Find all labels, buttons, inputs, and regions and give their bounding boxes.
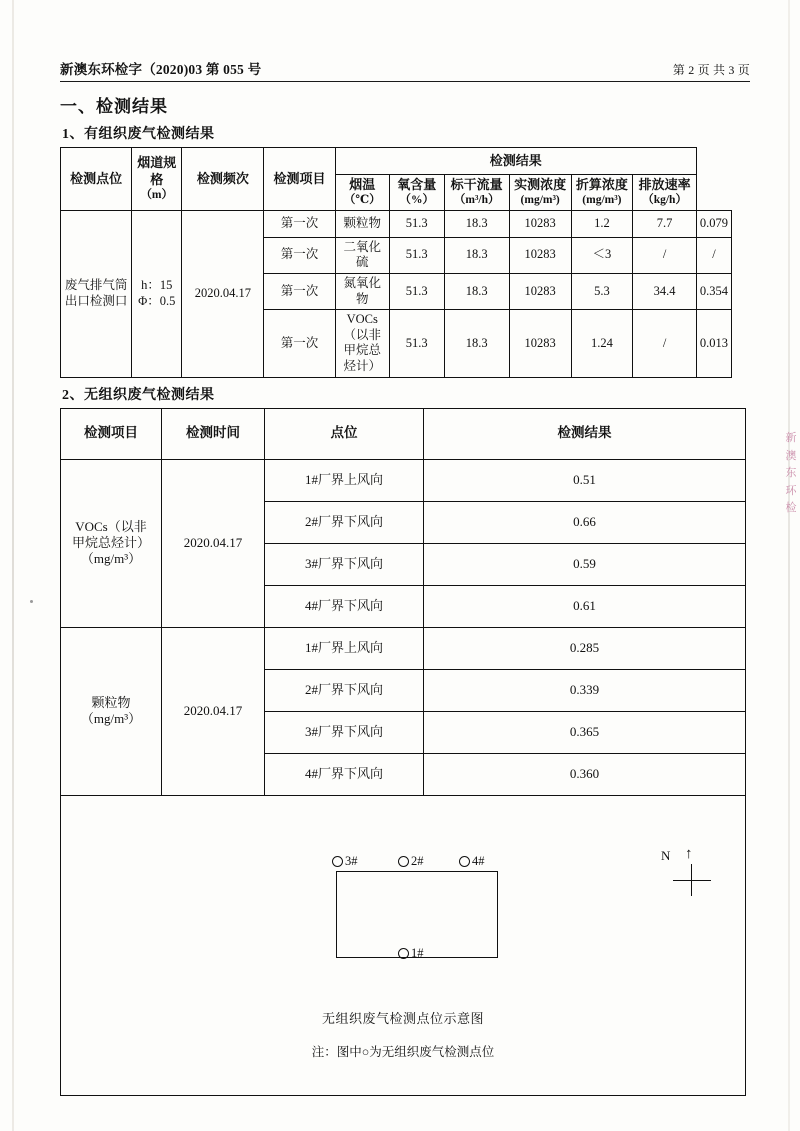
- col-point: 点位: [265, 408, 424, 459]
- item-line-2: 甲烷总烃计）: [71, 535, 150, 550]
- cell-point: 3#厂界下风向: [265, 711, 424, 753]
- cell-date: 2020.04.17: [182, 210, 264, 377]
- cell-point-name: [61, 210, 132, 377]
- cell-time-group-2: 2020.04.17: [162, 627, 265, 795]
- table-row: [61, 459, 746, 501]
- col-time: 检测时间: [162, 408, 265, 459]
- cell-frequency: 第一次: [264, 273, 335, 309]
- col-point: 检测点位: [61, 148, 132, 211]
- cell-result: 0.59: [424, 543, 746, 585]
- item-line-1: VOCs（以非: [343, 312, 381, 342]
- section-title: 一、检测结果: [60, 97, 168, 116]
- col-flow: [444, 175, 509, 211]
- cell-point: 2#厂界下风向: [265, 501, 424, 543]
- cell-measured: ＜3: [571, 237, 633, 273]
- point-label-4: 4#: [472, 853, 485, 868]
- cell-item: [335, 310, 389, 378]
- north-arrow-icon: ↑: [685, 845, 693, 862]
- cell-frequency: 第一次: [264, 210, 335, 237]
- item-line-1: VOCs（以非: [75, 518, 147, 534]
- cell-measured: 5.3: [571, 273, 633, 309]
- table-row: [61, 210, 732, 237]
- cell-measured: 1.24: [571, 310, 633, 378]
- cell-flow: 10283: [509, 237, 571, 273]
- cell-frequency: 第一次: [264, 237, 335, 273]
- cell-result: 0.365: [424, 711, 746, 753]
- cell-converted: 7.7: [633, 210, 697, 237]
- cell-o2: 18.3: [444, 310, 509, 378]
- cell-rate: /: [696, 237, 731, 273]
- cell-result: 0.339: [424, 669, 746, 711]
- point-marker-4: [459, 854, 485, 869]
- cell-temp: 51.3: [389, 273, 444, 309]
- cell-time-group-1: 2020.04.17: [162, 459, 265, 627]
- col-flow-label: 标干流量: [450, 177, 503, 192]
- cell-result: 0.285: [424, 627, 746, 669]
- point-label-3: 3#: [345, 853, 358, 868]
- circle-icon: [459, 856, 470, 867]
- organized-waste-gas-table: [60, 147, 732, 378]
- cell-rate: 0.013: [696, 310, 731, 378]
- col-rate: [633, 175, 697, 211]
- cell-rate: 0.079: [696, 210, 731, 237]
- cell-point: 4#厂界下风向: [265, 753, 424, 795]
- item-line-1: 颗粒物: [91, 694, 131, 710]
- table-row: [61, 627, 746, 669]
- cell-point: 1#厂界上风向: [265, 459, 424, 501]
- col-spec-label: 烟道规格: [137, 155, 177, 187]
- col-measured-unit: (mg/m³): [520, 194, 560, 207]
- col-smoke-temp-unit: （℃）: [343, 194, 381, 207]
- point-marker-3: [332, 854, 358, 869]
- col-converted-label: 折算浓度: [575, 177, 628, 192]
- col-measured: [509, 175, 571, 211]
- col-oxygen-unit: （%）: [399, 194, 434, 207]
- col-converted-unit: (mg/m³): [582, 194, 622, 207]
- circle-icon: [398, 856, 409, 867]
- cell-item: 颗粒物: [335, 210, 389, 237]
- cell-item: 二氧化硫: [335, 237, 389, 273]
- cell-result: 0.360: [424, 753, 746, 795]
- cell-temp: 51.3: [389, 210, 444, 237]
- cell-point: 1#厂界上风向: [265, 627, 424, 669]
- col-converted: [571, 175, 633, 211]
- col-flow-unit: （m³/h）: [453, 194, 500, 207]
- cell-spec: [132, 210, 182, 377]
- document-content: [60, 58, 750, 1096]
- margin-stamp-marks: 新澳东环检: [785, 432, 797, 515]
- table-header-row-1: [61, 148, 732, 175]
- subsection-1-title: 1、有组织废气检测结果: [62, 127, 215, 142]
- cell-frequency: 第一次: [264, 310, 335, 378]
- col-spec-unit: （m）: [140, 188, 174, 201]
- circle-icon: [398, 948, 409, 959]
- cell-converted: 34.4: [633, 273, 697, 309]
- cell-point: 2#厂界下风向: [265, 669, 424, 711]
- spec-height: h：15: [141, 278, 173, 292]
- col-smoke-temp-label: 烟温: [349, 177, 376, 192]
- subsection-2-title: 2、无组织废气检测结果: [62, 387, 215, 403]
- cell-result: 0.66: [424, 501, 746, 543]
- diagram-note: 注：图中○为无组织废气检测点位: [311, 1044, 495, 1059]
- cell-item-group-1: [61, 459, 162, 627]
- compass-horizontal-line: [673, 880, 711, 881]
- cell-temp: 51.3: [389, 237, 444, 273]
- cell-item: [335, 273, 389, 309]
- cell-point: 4#厂界下风向: [265, 585, 424, 627]
- factory-boundary-rect: [336, 871, 498, 958]
- cell-result: 0.51: [424, 459, 746, 501]
- spec-diameter: Φ：0.5: [138, 293, 176, 308]
- col-spec: [132, 148, 182, 211]
- compass-icon: [659, 845, 731, 906]
- cell-flow: 10283: [509, 273, 571, 309]
- circle-icon: [332, 856, 343, 867]
- cell-result: 0.61: [424, 585, 746, 627]
- point-name-text: 废气排气筒出口检测口: [64, 278, 128, 308]
- item-line-2: 甲烷总烃计）: [343, 343, 381, 373]
- cell-flow: 10283: [509, 210, 571, 237]
- col-results-group: 检测结果: [335, 148, 696, 175]
- scan-speck: [30, 600, 33, 603]
- point-marker-1: [398, 946, 424, 961]
- unorganized-waste-gas-table: [60, 408, 746, 796]
- monitoring-point-diagram: [60, 796, 746, 1096]
- col-item: 检测项目: [264, 148, 335, 211]
- col-frequency: 检测频次: [182, 148, 264, 211]
- cell-rate: 0.354: [696, 273, 731, 309]
- item-line-3: （mg/m³）: [80, 551, 142, 567]
- item-line-1: 氮氧化物: [343, 275, 381, 306]
- point-label-1: 1#: [411, 945, 424, 960]
- page-edge-left: [12, 0, 14, 1131]
- page-number: 第 2 页 共 3 页: [672, 63, 750, 77]
- col-result: 检测结果: [424, 408, 746, 459]
- document-header: [60, 58, 750, 82]
- cell-temp: 51.3: [389, 310, 444, 378]
- item-line-2: （mg/m³）: [80, 711, 142, 727]
- report-number: 新澳东环检字（2020)03 第 055 号: [60, 62, 262, 77]
- point-marker-2: [398, 854, 424, 869]
- cell-converted: /: [633, 237, 697, 273]
- col-measured-label: 实测浓度: [514, 177, 567, 192]
- col-item: 检测项目: [61, 408, 162, 459]
- cell-point: 3#厂界下风向: [265, 543, 424, 585]
- col-smoke-temp: [335, 175, 389, 211]
- cell-item-group-2: [61, 627, 162, 795]
- page-edge-right: [788, 0, 790, 1131]
- diagram-caption: 无组织废气检测点位示意图: [321, 1010, 484, 1026]
- north-label: N: [661, 847, 671, 863]
- col-oxygen: [389, 175, 444, 211]
- point-label-2: 2#: [411, 853, 424, 868]
- cell-o2: 18.3: [444, 237, 509, 273]
- cell-converted: /: [633, 310, 697, 378]
- col-rate-label: 排放速率: [638, 177, 691, 192]
- cell-o2: 18.3: [444, 210, 509, 237]
- cell-flow: 10283: [509, 310, 571, 378]
- col-rate-unit: （kg/h）: [642, 194, 687, 207]
- cell-o2: 18.3: [444, 273, 509, 309]
- col-oxygen-label: 氧含量: [397, 177, 437, 192]
- cell-measured: 1.2: [571, 210, 633, 237]
- table-header-row: [61, 408, 746, 459]
